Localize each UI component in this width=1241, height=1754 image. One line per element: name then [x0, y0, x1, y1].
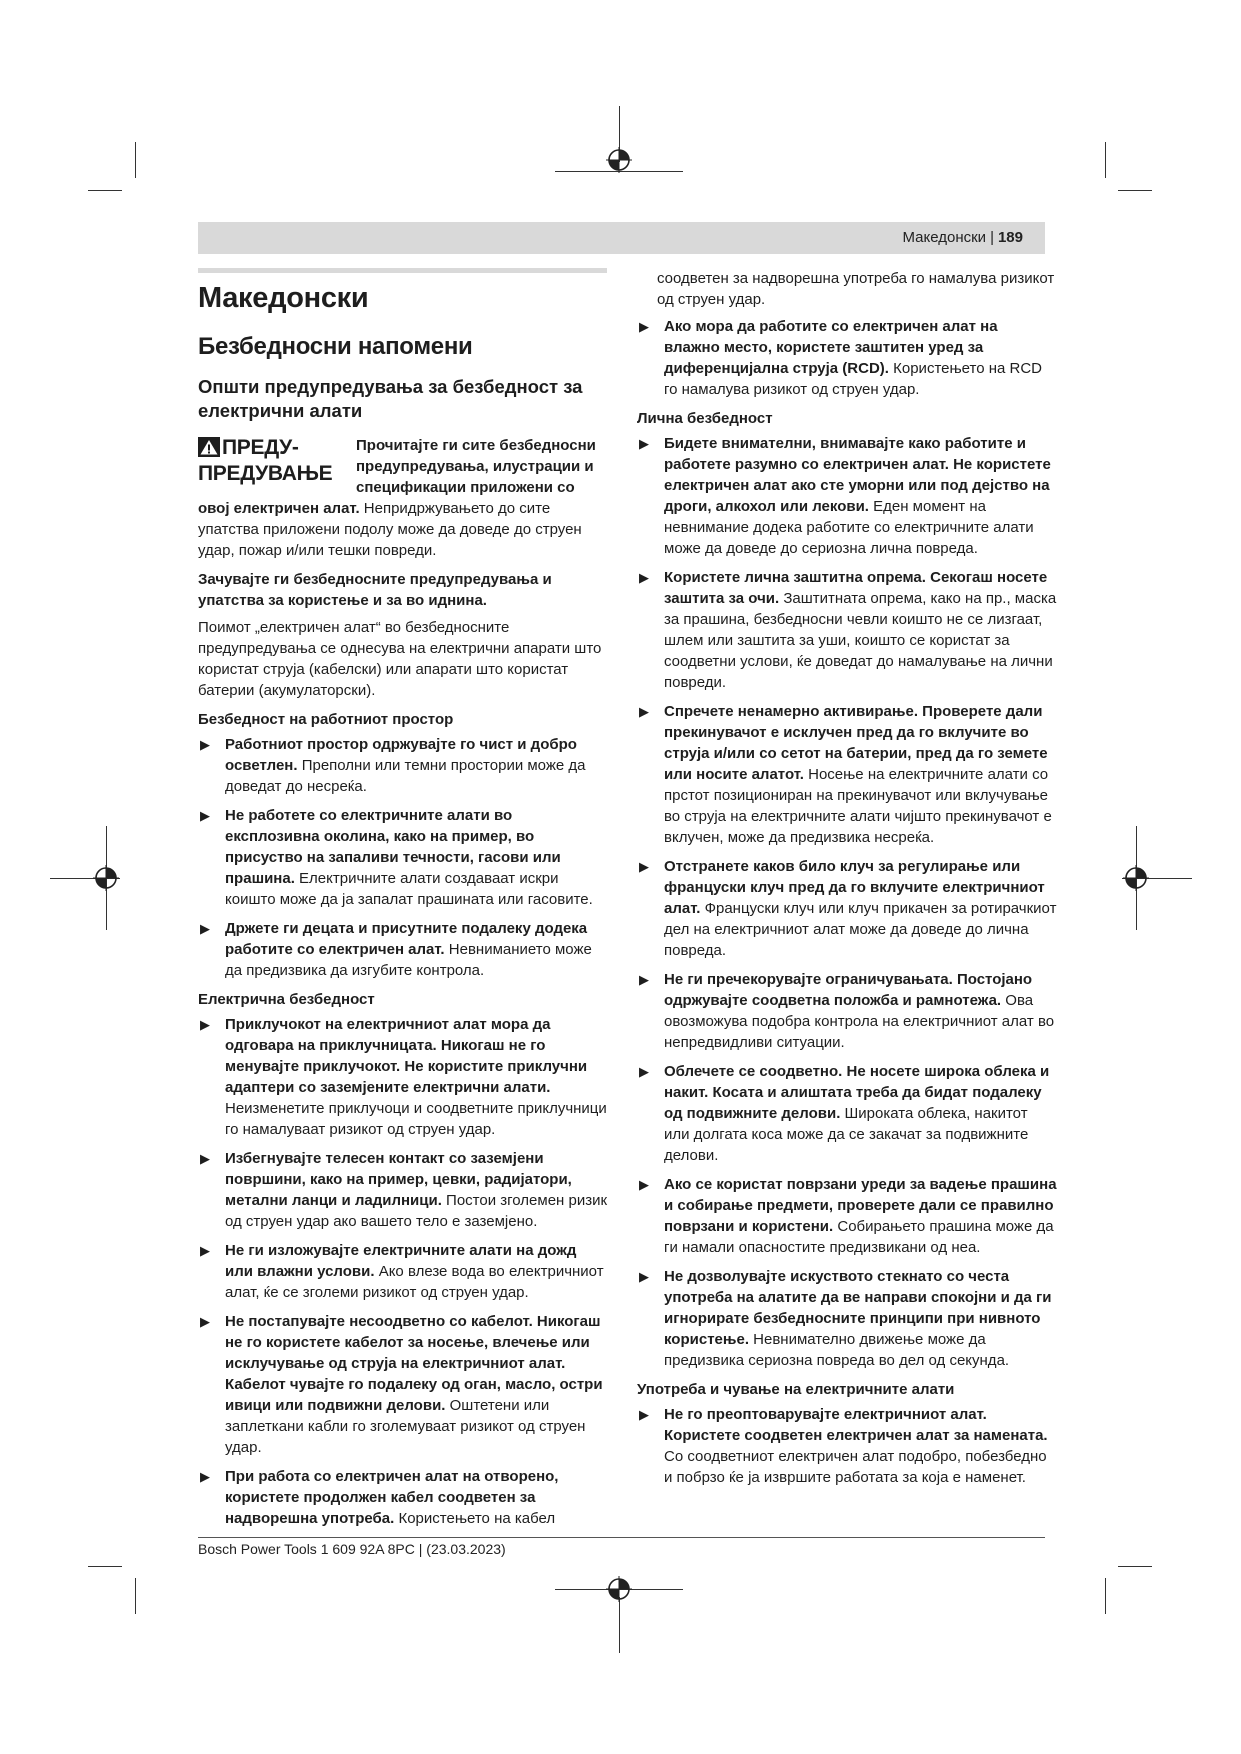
item-bold: Приклучокот на електричниот алат мора да одговара на приклучницата. Никогаш не го менувајте приклучокот. Не користите приклучни адаптери со заземјените електрични алати. [225, 1016, 588, 1096]
list-item [198, 1014, 608, 1140]
triangle-right-icon: ▶ [639, 319, 649, 334]
item-text: Со соодветниот електричен алат подобро, побезбедно и побрзо ќе ја извршите работата за која е наменет. [664, 1448, 1047, 1486]
item-text: Невниманието може да предизвика да изгубите контрола. [225, 941, 592, 979]
list-item [198, 734, 608, 797]
list-item [637, 969, 1057, 1053]
usage-heading: Употреба и чување на електричните алати [637, 1381, 955, 1398]
item-bold: Бидете внимателни, внимавајте како работите и работете разумно со електричен алат. Не користете електричен алат ако сте уморни или под дејство на дроги, алкохол или лекови. [664, 435, 1051, 515]
definition-text: Поимот „електричен алат“ во безбедносните предупредувања се однесува на електрични апарати што користат струја (кабелски) или апарати што користат батерии (акумулаторски). [198, 619, 602, 699]
crop-mark [1118, 1566, 1152, 1567]
item-text: Француски клуч или клуч прикачен за ротирачкиот дел на електричниот алат може да доведе до лична повреда. [664, 900, 1057, 959]
item-text: Ова овозможува подобра контрола на електричниот алат во непредвидливи ситуации. [664, 992, 1055, 1051]
crop-mark [1105, 1578, 1106, 1614]
triangle-right-icon: ▶ [200, 1017, 210, 1032]
triangle-right-icon: ▶ [639, 1177, 649, 1192]
item-bold: Облечете се соодветно. Не носете широка облека и накит. Косата и алиштата треба да бидат подалеку од подвижните делови. [664, 1063, 1050, 1122]
footer-text: Bosch Power Tools 1 609 92A 8PC | (23.03.2023) [198, 1541, 506, 1557]
item-bold: Избегнувајте телесен контакт со заземјени површини, како на пример, цевки, радијатори, метални ланци и ладилници. [225, 1150, 572, 1209]
item-text: Неизменетите приклучоци и соодветните приклучници го намалуваат ризикот од струен удар. [225, 1100, 607, 1138]
triangle-right-icon: ▶ [639, 1269, 649, 1284]
triangle-right-icon: ▶ [200, 737, 210, 752]
triangle-right-icon: ▶ [200, 808, 210, 823]
crop-mark [135, 1578, 136, 1614]
triangle-right-icon: ▶ [639, 1407, 649, 1422]
list-item [637, 1266, 1057, 1371]
item-bold: Работниот простор одржувајте го чист и добро осветлен. [225, 736, 577, 774]
page-number: 189 [997, 229, 1023, 246]
list-item [637, 856, 1057, 961]
triangle-right-icon: ▶ [200, 1243, 210, 1258]
item-bold: Не постапувајте несоодветно со кабелот. Никогаш не го користете кабелот за носење, влечење или исклучување од струја на електричниот алат. Кабелот чувајте го подалеку од оган, масло, остри ивици или подвижни делови. [225, 1313, 603, 1414]
list-item [637, 1061, 1057, 1166]
warning-label-line2: ПРЕДУВАЊЕ [198, 462, 333, 485]
triangle-right-icon: ▶ [639, 972, 649, 987]
list-item [198, 1148, 608, 1232]
item-text: Користењето на RCD го намалува ризикот од струен удар. [664, 360, 1043, 398]
item-text: Заштитната опрема, како на пр., маска за прашина, безбедносни чевли коишто не се лизгаат, шлем или заштита за уши, коишто се користат за соодветни услови, ќе доведат до намалување на лични повреди. [664, 590, 1057, 691]
item-bold: Ако се користат поврзани уреди за вадење прашина и собирање предмети, проверете дали се правилно поврзани и користени. [664, 1176, 1057, 1235]
list-item [637, 1174, 1057, 1258]
triangle-right-icon: ▶ [639, 1064, 649, 1079]
header-section: Македонски [902, 229, 987, 246]
registration-line [619, 1597, 620, 1653]
work-area-list [198, 734, 608, 981]
triangle-right-icon: ▶ [200, 1151, 210, 1166]
item-bold: Отстранете каков било клуч за регулирање или француски клуч пред да го вклучите електричниот алат. [664, 858, 1045, 917]
header-text: Македонски | 189 [902, 229, 1023, 246]
crop-mark [88, 1566, 122, 1567]
keep-notice: Зачувајте ги безбедносните предупредувања и упатства за користење и за во иднина. [198, 571, 552, 609]
item-text: Еден момент на невнимание додека работите со електричните алати може да доведе до сериозна лична повреда. [664, 498, 1034, 557]
warning-label-line1: ПРЕДУ- [222, 436, 299, 459]
warning-block [198, 435, 608, 561]
right-column [637, 268, 1057, 1496]
triangle-right-icon: ▶ [200, 1314, 210, 1329]
item-text: Користењето на кабел [394, 1510, 556, 1527]
item-text: Постои зголемен ризик од струен удар ако вашето тело е заземјено. [225, 1192, 608, 1230]
item-bold: При работа со електричен алат на отворено, користете продолжен кабел соодветен за надворешна употреба. [225, 1468, 559, 1527]
list-item [637, 316, 1057, 400]
warning-read-instruction: Прочитајте ги сите безбедносни предупредувања, илустрации и спецификации приложени со [356, 437, 596, 496]
item-bold: Ако мора да работите со електричен алат на влажно место, користете заштитен уред за диференцијална струја (RCD). [664, 318, 998, 377]
item-bold: Не работете со електричните алати во експлозивна околина, како на пример, во присуство на запаливи течности, гасови или прашина. [225, 807, 561, 887]
triangle-right-icon: ▶ [639, 859, 649, 874]
footer-rule [198, 1537, 1045, 1538]
item-text: Ако влезе вода во електричниот алат, ќе се зголеми ризикот од струен удар. [225, 1263, 604, 1301]
item-bold: Не ги пречекорувајте ограничувањата. Постојано одржувајте соодветна положба и рамнотежа. [664, 971, 1033, 1009]
triangle-right-icon: ▶ [639, 570, 649, 585]
item-text: Оштетени или заплеткани кабли го зголемуваат ризикот од струен удар. [225, 1397, 586, 1456]
registration-mark-icon [1123, 865, 1149, 891]
personal-heading: Лична безбедност [637, 410, 773, 427]
item-text: Носење на електричните алати со прстот позициониран на прекинувачот или вклучување во струја на електричните алати чијшто прекинувачот е вклучен, може да предизвика несреќа. [664, 766, 1052, 846]
section-title: Безбедносни напомени [198, 333, 473, 360]
crop-mark [88, 190, 122, 191]
list-item [637, 433, 1057, 559]
list-item [198, 805, 608, 910]
item-text: Електричните алати создаваат искри коишто може да ја запалат прашината или гасовите. [225, 870, 593, 908]
electrical-list [198, 1014, 608, 1529]
column-rule [198, 268, 607, 273]
list-item [198, 1466, 608, 1529]
warning-triangle-icon [198, 437, 220, 457]
left-column [198, 280, 608, 1537]
item-bold: Користете лична заштитна опрема. Секогаш носете заштита за очи. [664, 569, 1048, 607]
list-item [198, 1240, 608, 1303]
triangle-right-icon: ▶ [639, 704, 649, 719]
page-title: Македонски [198, 282, 369, 314]
warning-label [198, 435, 356, 487]
list-item [637, 567, 1057, 693]
registration-mark-icon [606, 1576, 632, 1602]
item-text: Собирањето прашина може да ги намали опасностите предизвикани од неа. [664, 1218, 1054, 1256]
page-header [198, 222, 1045, 254]
item-text: Преполни или темни простории може да доведат до несреќа. [225, 757, 586, 795]
work-area-heading: Безбедност на работниот простор [198, 711, 454, 728]
crop-mark [1118, 190, 1152, 191]
warning-bold-continuation: овој електричен алат. [198, 500, 360, 517]
triangle-right-icon: ▶ [200, 1469, 210, 1484]
list-item [198, 1311, 608, 1458]
item-bold: Не ги изложувајте електричните алати на дожд или влажни услови. [225, 1242, 577, 1280]
registration-mark-icon [606, 147, 632, 173]
crop-mark [135, 142, 136, 178]
triangle-right-icon: ▶ [200, 921, 210, 936]
list-item [198, 918, 608, 981]
triangle-right-icon: ▶ [639, 436, 649, 451]
item-bold: Спречете ненамерно активирање. Проверете дали прекинувачот е исклучен пред да го вклучите во струја и/или со сетот на батерии, пред да го земете или носите алатот. [664, 703, 1048, 783]
list-item [637, 1404, 1057, 1488]
crop-mark [1105, 142, 1106, 178]
item-text: Невнимателно движење може да предизвика сериозна повреда во дел од секунда. [664, 1331, 1010, 1369]
item-bold: Не го преоптоварувајте електричниот алат. Користете соодветен електричен алат за намената. [664, 1406, 1048, 1444]
subsection-title: Општи предупредувања за безбедност за електрични алати [198, 376, 583, 421]
personal-list [637, 433, 1057, 1371]
warning-continuation: Непридржувањето до сите упатства приложени подолу може да доведе до струен удар, пожар и/или тешки повреди. [198, 500, 582, 559]
continuation-text: соодветен за надворешна употреба го намалува ризикот од струен удар. [657, 270, 1055, 308]
usage-list [637, 1404, 1057, 1488]
item-bold: Држете ги децата и присутните подалеку додека работите со електричен алат. [225, 920, 588, 958]
rcd-list [637, 316, 1057, 400]
item-bold: Не дозволувајте искуството стекнато со честа употреба на алатите да ве направи спокојни и да ги игнорирате безбедносните принципи при нивното користење. [664, 1268, 1052, 1348]
electrical-heading: Електрична безбедност [198, 991, 375, 1008]
item-text: Широката облека, накитот или долгата коса може да се закачат за подвижните делови. [664, 1105, 1029, 1164]
registration-mark-icon [93, 865, 119, 891]
list-item [637, 701, 1057, 848]
